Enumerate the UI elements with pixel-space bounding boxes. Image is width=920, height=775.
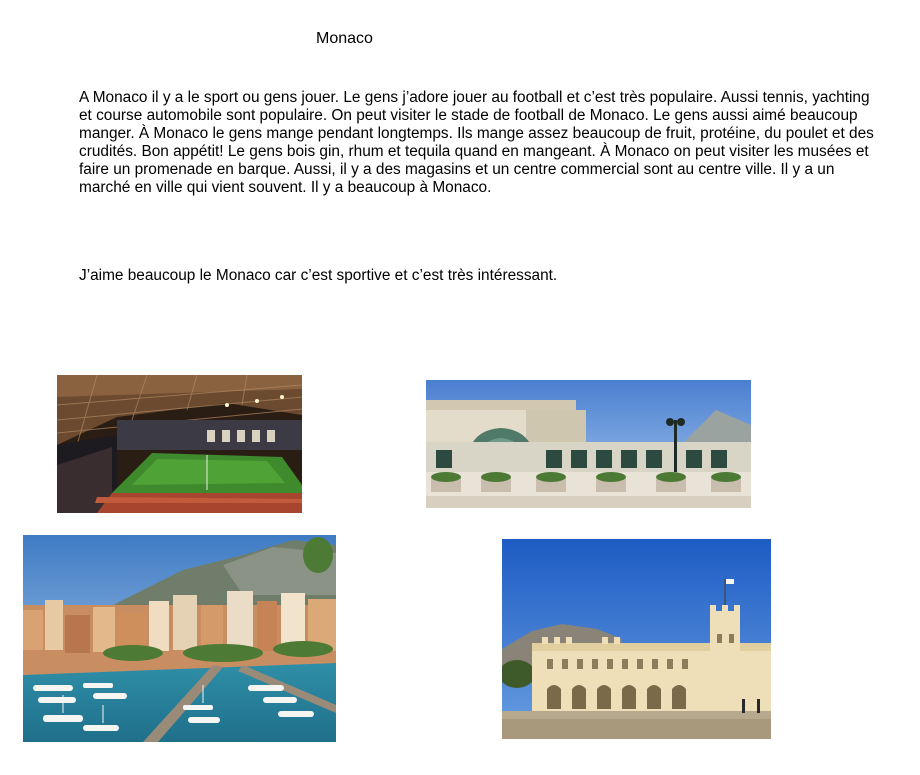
casino-terrace-photo bbox=[426, 380, 751, 508]
stadium-photo bbox=[57, 375, 302, 513]
paragraph-sports-food: A Monaco il y a le sport ou gens jouer. Le gens j’adore jouer au football et c’est très populaire. Aussi tennis, yachting et course automobile sont populaire. On peut visiter le stade de football de Monaco. Le gens aussi aimé beaucoup manger. À Monaco le gens mange pendant longtemps. Ils mange assez beaucoup de fruit, protéine, du poulet et des crudités. Bon appétit! Le gens bois gin, rhum et tequila quand en mangeant. À Monaco on peut visiter les musées et faire un promenade en barque. Aussi, il y a des magasins et un centre commercial sont au centre ville. Il y a un marché en ville qui vient souvent. Il y a beaucoup à Monaco. bbox=[79, 89, 874, 196]
prince-palace-photo bbox=[502, 539, 771, 739]
document-title: Monaco bbox=[316, 30, 373, 47]
harbor-photo bbox=[23, 535, 336, 742]
paragraph-conclusion: J’aime beaucoup le Monaco car c’est sportive et c’est très intéressant. bbox=[79, 267, 558, 284]
